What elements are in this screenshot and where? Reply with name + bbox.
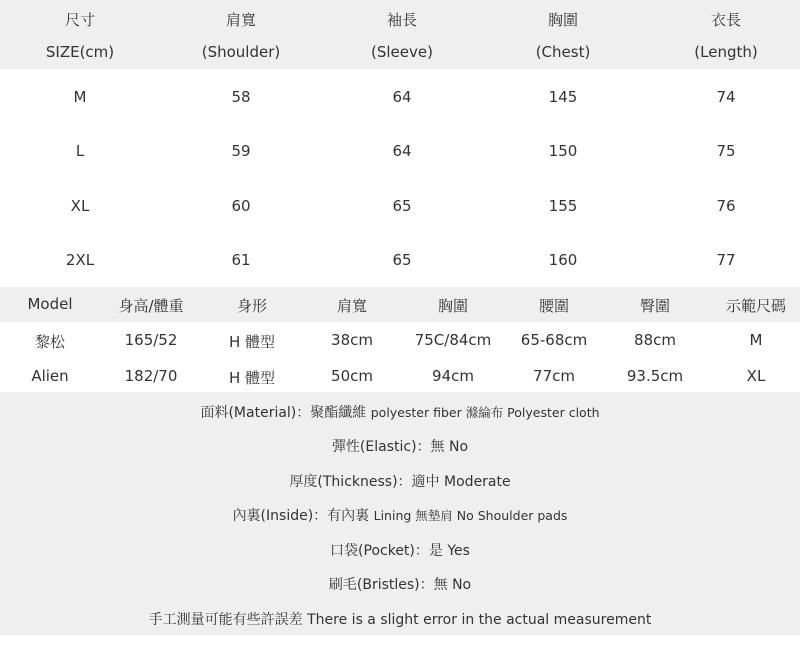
header-sleeve-en: (Sleeve) (371, 43, 433, 61)
size-cell: M (73, 88, 87, 106)
shoulder-cell: 58 (231, 88, 251, 106)
product-info (0, 392, 800, 635)
note-en: There is a slight error in the actual measurement (307, 612, 652, 628)
header-body-shape: 身形 (236, 297, 268, 315)
length-cell: 74 (716, 88, 736, 106)
material-line (0, 402, 800, 422)
hip-cell: 93.5cm (626, 367, 684, 385)
header-waist: 腰圍 (538, 297, 570, 315)
shoulder-cell: 60 (231, 197, 251, 215)
material-value: polyester fiber 滌綸布 Polyester cloth (370, 405, 600, 420)
demo-size-cell: XL (746, 367, 766, 385)
model-name-cell: Alien (31, 367, 69, 385)
sleeve-cell: 65 (392, 251, 412, 269)
model-name-cell: 黎松 (34, 333, 66, 351)
size-cell: L (75, 142, 85, 160)
measurement-note (0, 609, 800, 629)
elastic-line: 彈性(Elastic)：無 No (331, 439, 469, 455)
size-table-header (0, 0, 800, 69)
inside-label: 內裏(Inside)：有內裏 (232, 508, 370, 524)
bristles-line: 刷毛(Bristles)：無 No (328, 577, 472, 593)
waist-cell: 65-68cm (520, 331, 588, 349)
header-shoulder-zh: 肩寬 (225, 11, 257, 29)
header-height-weight: 身高/體重 (118, 297, 184, 315)
length-cell: 77 (716, 251, 736, 269)
hip-cell: 88cm (634, 331, 676, 349)
shoulder-cell: 50cm (331, 367, 373, 385)
pocket-line: 口袋(Pocket)：是 Yes (330, 543, 470, 559)
header-chest: 胸圍 (437, 297, 469, 315)
header-length-zh: 衣長 (710, 11, 742, 29)
header-hip: 臀圍 (639, 297, 671, 315)
header-length-en: (Length) (694, 43, 758, 61)
size-cell: 2XL (65, 251, 95, 269)
header-size-en: SIZE(cm) (45, 43, 115, 61)
shoulder-cell: 61 (231, 251, 251, 269)
sleeve-cell: 64 (392, 88, 412, 106)
chest-cell: 150 (548, 142, 578, 160)
demo-size-cell: M (749, 331, 763, 349)
header-chest-en: (Chest) (535, 43, 591, 61)
header-shoulder: 肩寬 (336, 297, 368, 315)
material-label: 面料(Material)：聚酯纖維 (200, 405, 367, 421)
height-weight-cell: 165/52 (124, 331, 178, 349)
chest-cell: 160 (548, 251, 578, 269)
shoulder-cell: 59 (231, 142, 251, 160)
model-table-header (0, 287, 800, 322)
chest-cell: 155 (548, 197, 578, 215)
inside-line (0, 505, 800, 525)
height-weight-cell: 182/70 (124, 367, 178, 385)
header-demo-size: 示範尺碼 (725, 297, 787, 315)
header-sleeve-zh: 袖長 (386, 11, 418, 29)
note-zh: 手工測量可能有些許誤差 (148, 612, 303, 628)
thickness-line: 厚度(Thickness)：適中 Moderate (289, 474, 511, 490)
chest-cell: 145 (548, 88, 578, 106)
header-chest-zh: 胸圍 (547, 11, 579, 29)
shoulder-cell: 38cm (331, 331, 373, 349)
chest-cell: 94cm (432, 367, 474, 385)
length-cell: 76 (716, 197, 736, 215)
size-cell: XL (70, 197, 90, 215)
body-shape-cell: H 體型 (228, 333, 276, 351)
header-shoulder-en: (Shoulder) (201, 43, 281, 61)
chest-cell: 75C/84cm (414, 331, 492, 349)
header-size-zh: 尺寸 (64, 11, 96, 29)
body-shape-cell: H 體型 (228, 369, 276, 387)
length-cell: 75 (716, 142, 736, 160)
waist-cell: 77cm (533, 367, 575, 385)
inside-value: Lining 無墊肩 No Shoulder pads (373, 508, 568, 523)
sleeve-cell: 65 (392, 197, 412, 215)
sleeve-cell: 64 (392, 142, 412, 160)
header-model: Model (27, 295, 73, 313)
